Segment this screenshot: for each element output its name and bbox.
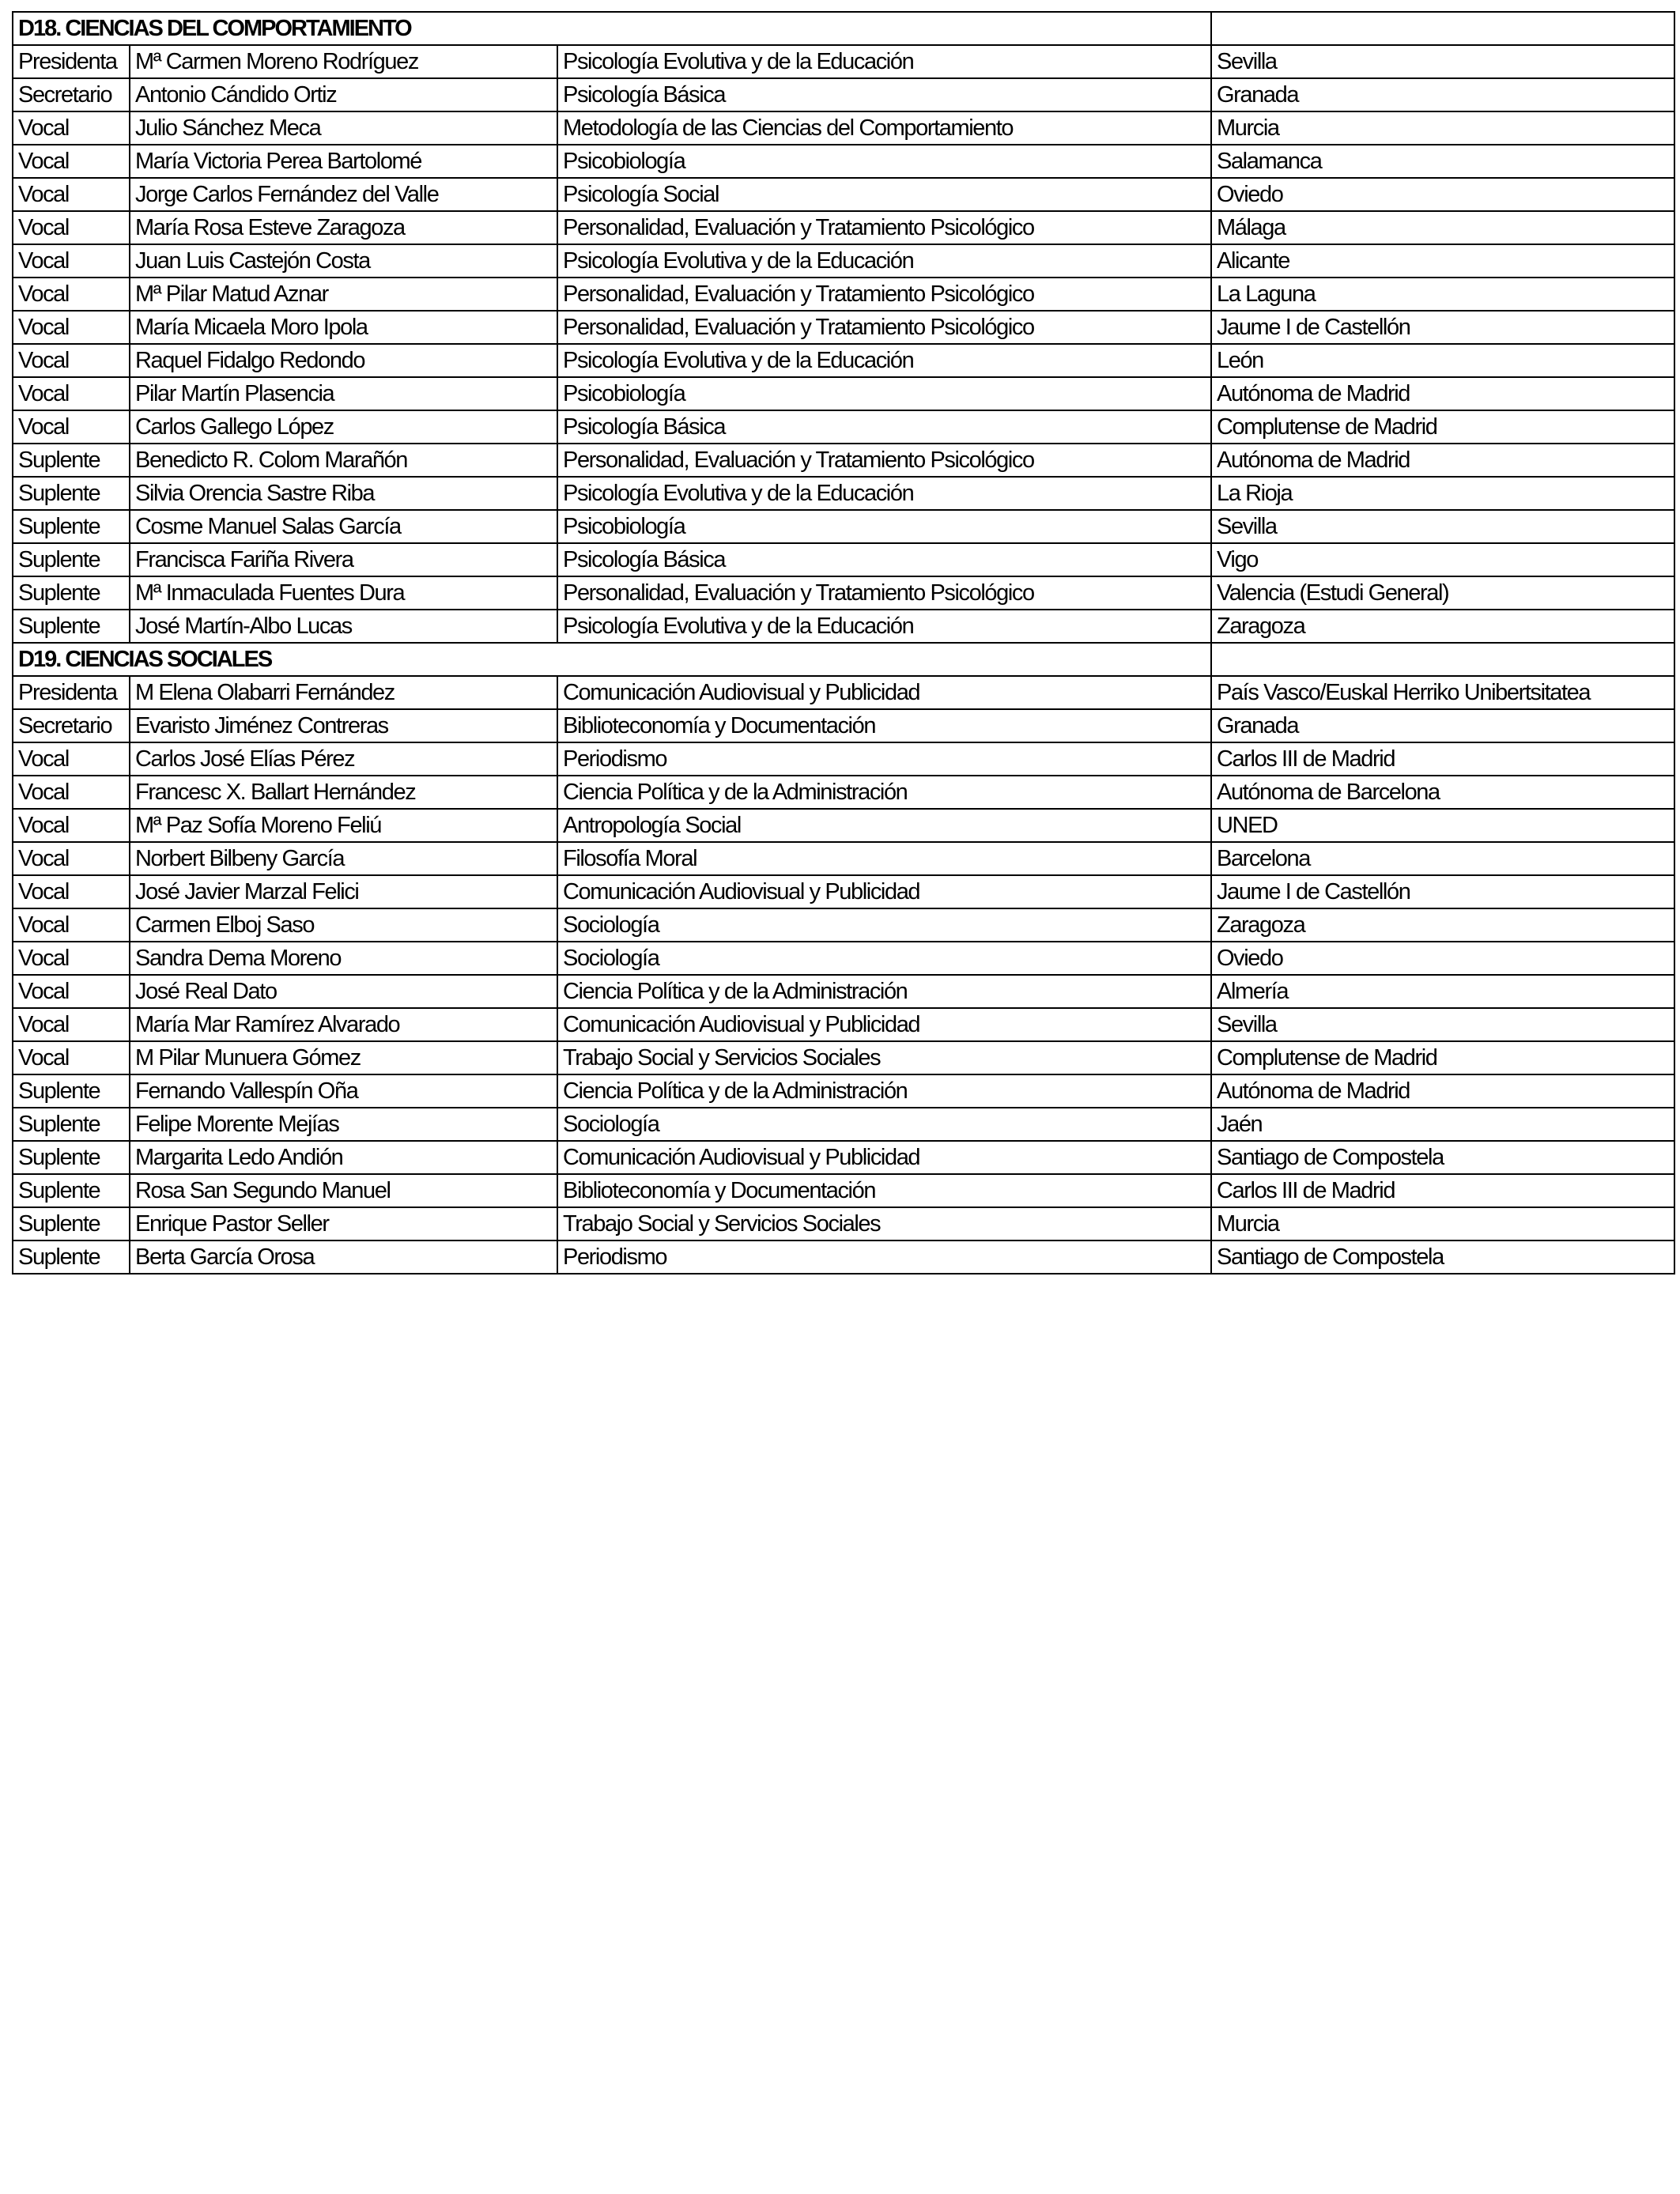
area-cell: Psicología Evolutiva y de la Educación bbox=[557, 610, 1211, 643]
table-row bbox=[13, 111, 1674, 145]
area-cell: Psicología Social bbox=[557, 178, 1211, 211]
table-row bbox=[13, 975, 1674, 1008]
table-row bbox=[13, 1207, 1674, 1240]
university-cell: Santiago de Compostela bbox=[1211, 1240, 1674, 1274]
area-cell: Psicología Básica bbox=[557, 543, 1211, 576]
section-header-row bbox=[13, 12, 1674, 45]
section-title: D18. CIENCIAS DEL COMPORTAMIENTO bbox=[13, 12, 557, 45]
role-cell: Vocal bbox=[13, 111, 130, 145]
table-row bbox=[13, 875, 1674, 908]
table-row bbox=[13, 278, 1674, 311]
member-name-cell: Berta García Orosa bbox=[130, 1240, 557, 1274]
area-cell: Psicología Evolutiva y de la Educación bbox=[557, 244, 1211, 278]
area-cell: Comunicación Audiovisual y Publicidad bbox=[557, 676, 1211, 709]
university-cell: Autónoma de Madrid bbox=[1211, 377, 1674, 410]
member-name-cell: Carlos José Elías Pérez bbox=[130, 742, 557, 776]
empty-cell bbox=[557, 643, 1211, 676]
member-name-cell: Carmen Elboj Saso bbox=[130, 908, 557, 942]
member-name-cell: Juan Luis Castejón Costa bbox=[130, 244, 557, 278]
university-cell: La Rioja bbox=[1211, 477, 1674, 510]
university-cell: Granada bbox=[1211, 709, 1674, 742]
table-row bbox=[13, 510, 1674, 543]
role-cell: Vocal bbox=[13, 908, 130, 942]
member-name-cell: Felipe Morente Mejías bbox=[130, 1108, 557, 1141]
area-cell: Trabajo Social y Servicios Sociales bbox=[557, 1207, 1211, 1240]
empty-cell bbox=[1211, 12, 1674, 45]
table-row bbox=[13, 742, 1674, 776]
university-cell: Vigo bbox=[1211, 543, 1674, 576]
member-name-cell: María Micaela Moro Ipola bbox=[130, 311, 557, 344]
member-name-cell: Cosme Manuel Salas García bbox=[130, 510, 557, 543]
member-name-cell: Mª Carmen Moreno Rodríguez bbox=[130, 45, 557, 78]
area-cell: Metodología de las Ciencias del Comportamiento bbox=[557, 111, 1211, 145]
university-cell: Sevilla bbox=[1211, 510, 1674, 543]
area-cell: Personalidad, Evaluación y Tratamiento Psicológico bbox=[557, 444, 1211, 477]
role-cell: Suplente bbox=[13, 510, 130, 543]
university-cell: Autónoma de Madrid bbox=[1211, 1074, 1674, 1108]
section-header-row bbox=[13, 643, 1674, 676]
role-cell: Vocal bbox=[13, 311, 130, 344]
member-name-cell: Mª Paz Sofía Moreno Feliú bbox=[130, 809, 557, 842]
role-cell: Suplente bbox=[13, 477, 130, 510]
university-cell: Granada bbox=[1211, 78, 1674, 111]
table-row bbox=[13, 776, 1674, 809]
member-name-cell: Enrique Pastor Seller bbox=[130, 1207, 557, 1240]
role-cell: Vocal bbox=[13, 1041, 130, 1074]
area-cell: Filosofía Moral bbox=[557, 842, 1211, 875]
role-cell: Secretario bbox=[13, 78, 130, 111]
area-cell: Psicobiología bbox=[557, 510, 1211, 543]
area-cell: Psicología Básica bbox=[557, 410, 1211, 444]
member-name-cell: José Martín-Albo Lucas bbox=[130, 610, 557, 643]
role-cell: Vocal bbox=[13, 875, 130, 908]
member-name-cell: Jorge Carlos Fernández del Valle bbox=[130, 178, 557, 211]
table-row bbox=[13, 576, 1674, 610]
area-cell: Comunicación Audiovisual y Publicidad bbox=[557, 1141, 1211, 1174]
area-cell: Psicología Básica bbox=[557, 78, 1211, 111]
role-cell: Vocal bbox=[13, 244, 130, 278]
member-name-cell: Carlos Gallego López bbox=[130, 410, 557, 444]
table-row bbox=[13, 809, 1674, 842]
role-cell: Secretario bbox=[13, 709, 130, 742]
university-cell: UNED bbox=[1211, 809, 1674, 842]
university-cell: Málaga bbox=[1211, 211, 1674, 244]
member-name-cell: Antonio Cándido Ortiz bbox=[130, 78, 557, 111]
member-name-cell: Julio Sánchez Meca bbox=[130, 111, 557, 145]
table-row bbox=[13, 1108, 1674, 1141]
area-cell: Personalidad, Evaluación y Tratamiento Psicológico bbox=[557, 278, 1211, 311]
member-name-cell: José Javier Marzal Felici bbox=[130, 875, 557, 908]
role-cell: Vocal bbox=[13, 975, 130, 1008]
section-title: D19. CIENCIAS SOCIALES bbox=[13, 643, 557, 676]
university-cell: Autónoma de Barcelona bbox=[1211, 776, 1674, 809]
member-name-cell: M Elena Olabarri Fernández bbox=[130, 676, 557, 709]
member-name-cell: Margarita Ledo Andión bbox=[130, 1141, 557, 1174]
member-name-cell: Silvia Orencia Sastre Riba bbox=[130, 477, 557, 510]
role-cell: Suplente bbox=[13, 576, 130, 610]
member-name-cell: Pilar Martín Plasencia bbox=[130, 377, 557, 410]
member-name-cell: María Rosa Esteve Zaragoza bbox=[130, 211, 557, 244]
table-row bbox=[13, 377, 1674, 410]
role-cell: Vocal bbox=[13, 842, 130, 875]
area-cell: Ciencia Política y de la Administración bbox=[557, 776, 1211, 809]
member-name-cell: Evaristo Jiménez Contreras bbox=[130, 709, 557, 742]
role-cell: Suplente bbox=[13, 543, 130, 576]
university-cell: León bbox=[1211, 344, 1674, 377]
university-cell: Sevilla bbox=[1211, 45, 1674, 78]
table-row bbox=[13, 942, 1674, 975]
university-cell: Murcia bbox=[1211, 1207, 1674, 1240]
committee-table bbox=[12, 11, 1675, 1274]
member-name-cell: Mª Inmaculada Fuentes Dura bbox=[130, 576, 557, 610]
table-row bbox=[13, 1174, 1674, 1207]
university-cell: Complutense de Madrid bbox=[1211, 410, 1674, 444]
area-cell: Biblioteconomía y Documentación bbox=[557, 1174, 1211, 1207]
table-row bbox=[13, 1074, 1674, 1108]
university-cell: Jaén bbox=[1211, 1108, 1674, 1141]
table-row bbox=[13, 543, 1674, 576]
table-row bbox=[13, 908, 1674, 942]
member-name-cell: María Victoria Perea Bartolomé bbox=[130, 145, 557, 178]
role-cell: Vocal bbox=[13, 742, 130, 776]
university-cell: Jaume I de Castellón bbox=[1211, 311, 1674, 344]
area-cell: Biblioteconomía y Documentación bbox=[557, 709, 1211, 742]
area-cell: Sociología bbox=[557, 1108, 1211, 1141]
role-cell: Vocal bbox=[13, 145, 130, 178]
member-name-cell: Francesc X. Ballart Hernández bbox=[130, 776, 557, 809]
table-row bbox=[13, 244, 1674, 278]
area-cell: Comunicación Audiovisual y Publicidad bbox=[557, 875, 1211, 908]
area-cell: Sociología bbox=[557, 908, 1211, 942]
table-row bbox=[13, 1041, 1674, 1074]
role-cell: Presidenta bbox=[13, 676, 130, 709]
member-name-cell: José Real Dato bbox=[130, 975, 557, 1008]
university-cell: Sevilla bbox=[1211, 1008, 1674, 1041]
table-row bbox=[13, 78, 1674, 111]
empty-cell bbox=[1211, 643, 1674, 676]
committee-table-body bbox=[13, 12, 1674, 1274]
university-cell: Oviedo bbox=[1211, 178, 1674, 211]
role-cell: Vocal bbox=[13, 776, 130, 809]
area-cell: Psicología Evolutiva y de la Educación bbox=[557, 477, 1211, 510]
role-cell: Presidenta bbox=[13, 45, 130, 78]
table-row bbox=[13, 1240, 1674, 1274]
role-cell: Vocal bbox=[13, 410, 130, 444]
table-row bbox=[13, 410, 1674, 444]
university-cell: La Laguna bbox=[1211, 278, 1674, 311]
member-name-cell: M Pilar Munuera Gómez bbox=[130, 1041, 557, 1074]
empty-cell bbox=[557, 12, 1211, 45]
member-name-cell: Fernando Vallespín Oña bbox=[130, 1074, 557, 1108]
university-cell: Oviedo bbox=[1211, 942, 1674, 975]
member-name-cell: María Mar Ramírez Alvarado bbox=[130, 1008, 557, 1041]
role-cell: Vocal bbox=[13, 942, 130, 975]
area-cell: Periodismo bbox=[557, 742, 1211, 776]
role-cell: Vocal bbox=[13, 1008, 130, 1041]
university-cell: Murcia bbox=[1211, 111, 1674, 145]
area-cell: Psicobiología bbox=[557, 145, 1211, 178]
member-name-cell: Mª Pilar Matud Aznar bbox=[130, 278, 557, 311]
member-name-cell: Raquel Fidalgo Redondo bbox=[130, 344, 557, 377]
member-name-cell: Benedicto R. Colom Marañón bbox=[130, 444, 557, 477]
area-cell: Personalidad, Evaluación y Tratamiento Psicológico bbox=[557, 576, 1211, 610]
university-cell: Autónoma de Madrid bbox=[1211, 444, 1674, 477]
member-name-cell: Francisca Fariña Rivera bbox=[130, 543, 557, 576]
university-cell: Almería bbox=[1211, 975, 1674, 1008]
table-row bbox=[13, 610, 1674, 643]
university-cell: Valencia (Estudi General) bbox=[1211, 576, 1674, 610]
table-row bbox=[13, 477, 1674, 510]
university-cell: Carlos III de Madrid bbox=[1211, 742, 1674, 776]
role-cell: Vocal bbox=[13, 344, 130, 377]
table-row bbox=[13, 676, 1674, 709]
role-cell: Vocal bbox=[13, 211, 130, 244]
member-name-cell: Sandra Dema Moreno bbox=[130, 942, 557, 975]
area-cell: Personalidad, Evaluación y Tratamiento Psicológico bbox=[557, 311, 1211, 344]
table-row bbox=[13, 311, 1674, 344]
area-cell: Ciencia Política y de la Administración bbox=[557, 1074, 1211, 1108]
role-cell: Vocal bbox=[13, 178, 130, 211]
area-cell: Sociología bbox=[557, 942, 1211, 975]
table-row bbox=[13, 709, 1674, 742]
role-cell: Vocal bbox=[13, 809, 130, 842]
role-cell: Suplente bbox=[13, 1141, 130, 1174]
role-cell: Suplente bbox=[13, 1207, 130, 1240]
university-cell: Carlos III de Madrid bbox=[1211, 1174, 1674, 1207]
role-cell: Vocal bbox=[13, 278, 130, 311]
table-row bbox=[13, 145, 1674, 178]
area-cell: Psicobiología bbox=[557, 377, 1211, 410]
role-cell: Suplente bbox=[13, 1074, 130, 1108]
area-cell: Personalidad, Evaluación y Tratamiento Psicológico bbox=[557, 211, 1211, 244]
role-cell: Vocal bbox=[13, 377, 130, 410]
table-row bbox=[13, 344, 1674, 377]
area-cell: Ciencia Política y de la Administración bbox=[557, 975, 1211, 1008]
role-cell: Suplente bbox=[13, 610, 130, 643]
area-cell: Comunicación Audiovisual y Publicidad bbox=[557, 1008, 1211, 1041]
university-cell: Barcelona bbox=[1211, 842, 1674, 875]
table-row bbox=[13, 1008, 1674, 1041]
role-cell: Suplente bbox=[13, 444, 130, 477]
university-cell: País Vasco/Euskal Herriko Unibertsitatea bbox=[1211, 676, 1674, 709]
table-row bbox=[13, 444, 1674, 477]
member-name-cell: Rosa San Segundo Manuel bbox=[130, 1174, 557, 1207]
area-cell: Trabajo Social y Servicios Sociales bbox=[557, 1041, 1211, 1074]
table-row bbox=[13, 211, 1674, 244]
university-cell: Santiago de Compostela bbox=[1211, 1141, 1674, 1174]
university-cell: Complutense de Madrid bbox=[1211, 1041, 1674, 1074]
university-cell: Salamanca bbox=[1211, 145, 1674, 178]
member-name-cell: Norbert Bilbeny García bbox=[130, 842, 557, 875]
university-cell: Alicante bbox=[1211, 244, 1674, 278]
table-row bbox=[13, 45, 1674, 78]
area-cell: Periodismo bbox=[557, 1240, 1211, 1274]
university-cell: Jaume I de Castellón bbox=[1211, 875, 1674, 908]
table-row bbox=[13, 842, 1674, 875]
area-cell: Psicología Evolutiva y de la Educación bbox=[557, 344, 1211, 377]
role-cell: Suplente bbox=[13, 1240, 130, 1274]
table-row bbox=[13, 1141, 1674, 1174]
role-cell: Suplente bbox=[13, 1108, 130, 1141]
area-cell: Antropología Social bbox=[557, 809, 1211, 842]
university-cell: Zaragoza bbox=[1211, 610, 1674, 643]
university-cell: Zaragoza bbox=[1211, 908, 1674, 942]
role-cell: Suplente bbox=[13, 1174, 130, 1207]
area-cell: Psicología Evolutiva y de la Educación bbox=[557, 45, 1211, 78]
table-row bbox=[13, 178, 1674, 211]
